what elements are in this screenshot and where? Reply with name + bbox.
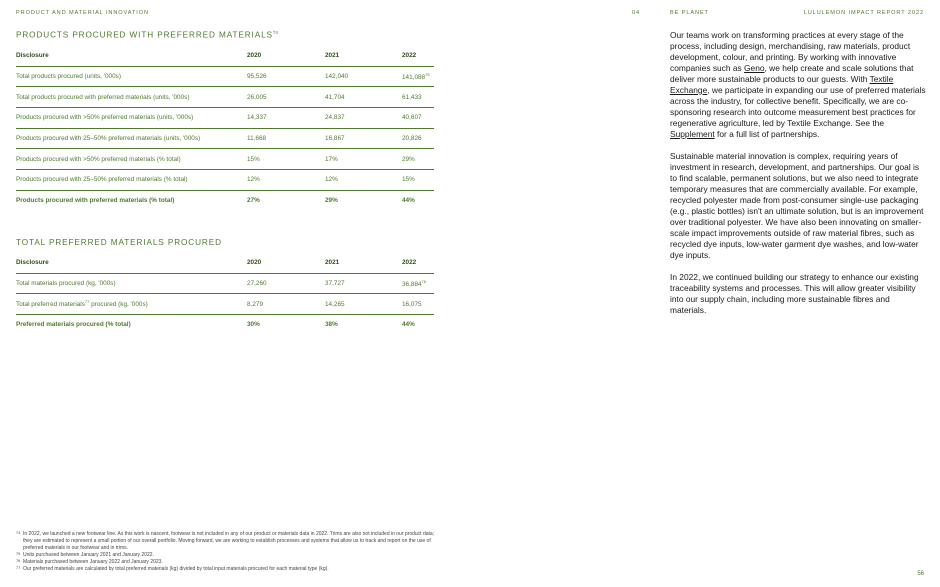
column-header: 2020 bbox=[247, 45, 325, 66]
table1-title: PRODUCTS PROCURED WITH PREFERRED MATERIALS$^{74}$ bbox=[16, 30, 278, 40]
value-2021: 41,704 bbox=[325, 87, 402, 108]
value-2022: 15% bbox=[402, 169, 434, 190]
preferred-products-table bbox=[16, 45, 434, 211]
row-label: Products procured with 25–50% preferred materials (units, '000s) bbox=[16, 128, 247, 149]
footnote bbox=[16, 566, 436, 573]
row-label: Total materials procured (kg, '000s) bbox=[16, 273, 247, 294]
value-2021: 29% bbox=[325, 197, 338, 205]
footnote-marker: 76 bbox=[16, 559, 21, 564]
row-label: Products procured with 25–50% preferred materials (% total) bbox=[16, 169, 247, 190]
preferred-materials-table bbox=[16, 252, 434, 335]
report-title: LULULEMON IMPACT REPORT 2022 bbox=[803, 10, 924, 16]
column-header: 2021 bbox=[325, 45, 402, 66]
table-row bbox=[16, 294, 434, 315]
column-header: Disclosure bbox=[16, 252, 247, 273]
footnote-ref: 75 bbox=[425, 71, 430, 77]
row-label: Total products procured (units, '000s) bbox=[16, 66, 247, 87]
value-2021: 142,040 bbox=[325, 66, 402, 87]
value-2021: 37,727 bbox=[325, 273, 402, 294]
value-2021: 12% bbox=[325, 169, 402, 190]
footnote-text: In 2022, we launched a new footwear line. As this work is nascent, footwear is not included in any of our product or materials data in 2022. Trims are also not included in our product data; they are estimated to represent a small portion of our overall portfolio. Moving forward, we are working to establish processes and systems that allow us to track and report on the use of preferred materials in our footwear and in trims. bbox=[23, 531, 435, 552]
column-header: 2022 bbox=[402, 45, 434, 66]
footnote bbox=[16, 559, 436, 566]
supplement-link[interactable]: Supplement bbox=[670, 129, 715, 139]
value-2021: 24,837 bbox=[325, 107, 402, 128]
section-header: PRODUCT AND MATERIAL INNOVATION bbox=[16, 10, 149, 16]
column-header: 2021 bbox=[325, 252, 402, 273]
value-2020: 14,337 bbox=[247, 107, 325, 128]
section-number: 04 bbox=[632, 10, 641, 16]
row-label: Products procured with >50% preferred materials (units, '000s) bbox=[16, 107, 247, 128]
footnote bbox=[16, 552, 436, 559]
row-label: Products procured with preferred materials (% total) bbox=[16, 197, 175, 205]
paragraph: Sustainable material innovation is complex, requiring years of investment in research, development, and partnerships. Our goal is to find scalable, permanent solutions, but we also need to integrate temporary measures that are commercially available. For example, recycled polyester made from post-consumer single-use packaging (e.g., plastic bottles) isn't an ultimate solution, but is an improvement over traditional polyester. We have also been innovating on smaller-scale impact improvements outside of raw material fibres, such as recycled dye inputs, low-water garment dye washes, and low-water dye inputs. bbox=[670, 151, 924, 260]
value-2020: 11,668 bbox=[247, 128, 325, 149]
footnote-ref: 74 bbox=[272, 30, 278, 35]
column-header: 2022 bbox=[402, 252, 434, 273]
row-label: Preferred materials procured (% total) bbox=[16, 321, 131, 329]
paragraph: Our teams work on transforming practices at every stage of the process, including design, merchandising, raw materials, product development, colour, and printing. By working with innovative companies such as Geno, we help create and scale solutions that deliver more sustainable products to our guests. With Textile Exchange, we participate in expanding our use of preferred materials across the industry, for collective benefit. Specifically, we are co-sponsoring research into outcome measurement best practices for regenerative agriculture, led by Textile Exchange. See the Supplement for a full list of partnerships. bbox=[670, 30, 926, 139]
table-row bbox=[16, 149, 434, 170]
table-row bbox=[16, 190, 434, 211]
value-2022: 16,075 bbox=[402, 294, 434, 315]
row-label: Total preferred materials$^{77}$ procured (kg, '000s) bbox=[16, 294, 247, 315]
value-2022: 29% bbox=[402, 149, 434, 170]
value-2020: 95,526 bbox=[247, 66, 325, 87]
footnote-marker: 75 bbox=[16, 552, 21, 557]
table-row bbox=[16, 66, 434, 87]
value-2020: 27,260 bbox=[247, 273, 325, 294]
value-2020: 15% bbox=[247, 149, 325, 170]
value-2020: 12% bbox=[247, 169, 325, 190]
value-2021: 16,867 bbox=[325, 128, 402, 149]
value-2022: 44% bbox=[402, 197, 415, 205]
value-2022: 20,826 bbox=[402, 128, 434, 149]
value-2022: 40,607 bbox=[402, 107, 434, 128]
geno-link[interactable]: Geno bbox=[744, 63, 765, 73]
footnote-marker: 77 bbox=[16, 566, 21, 571]
footnotes bbox=[16, 531, 436, 574]
column-header: 2020 bbox=[247, 252, 325, 273]
page-number: 56 bbox=[917, 571, 924, 577]
value-2020: 8,279 bbox=[247, 294, 325, 315]
table2-title: TOTAL PREFERRED MATERIALS PROCURED bbox=[16, 238, 222, 247]
value-2022: 44% bbox=[402, 321, 415, 329]
table-row bbox=[16, 107, 434, 128]
body-text bbox=[670, 30, 926, 327]
table-row bbox=[16, 314, 434, 335]
footnote-text: Units purchased between January 2021 and January 2022. bbox=[23, 552, 154, 559]
table-row bbox=[16, 273, 434, 294]
footnote-ref: 77 bbox=[84, 299, 90, 305]
textile-exchange-link[interactable]: Textile Exchange bbox=[670, 74, 894, 95]
table-header-row bbox=[16, 252, 434, 273]
value-2020: 27% bbox=[247, 197, 260, 205]
row-label: Total products procured with preferred materials (units, '000s) bbox=[16, 87, 247, 108]
footnote bbox=[16, 531, 436, 552]
value-2022: 36,884$^{76}$ bbox=[402, 273, 434, 294]
column-header: Disclosure bbox=[16, 45, 247, 66]
value-2021: 14,265 bbox=[325, 294, 402, 315]
footnote-ref: 76 bbox=[421, 278, 426, 284]
value-2020: 30% bbox=[247, 321, 260, 329]
value-2021: 38% bbox=[325, 321, 338, 329]
value-2022: 141,088$^{75}$ bbox=[402, 66, 434, 87]
table-row bbox=[16, 128, 434, 149]
value-2022: 61,433 bbox=[402, 87, 434, 108]
paragraph: In 2022, we continued building our strategy to enhance our existing traceability systems and processes. This will allow greater visibility into our supply chain, including more sustainable fibres and materials. bbox=[670, 272, 919, 315]
footnote-text: Our preferred materials are calculated by total preferred materials (kg) divided by total input materials procured for each material type (kg). bbox=[23, 566, 329, 573]
value-2020: 26,005 bbox=[247, 87, 325, 108]
footnote-marker: 74 bbox=[16, 531, 21, 535]
footnote-text: Materials purchased between January 2022 and January 2023. bbox=[23, 559, 163, 566]
table-header-row bbox=[16, 45, 434, 66]
row-label: Products procured with >50% preferred materials (% total) bbox=[16, 149, 247, 170]
chapter-header: BE PLANET bbox=[670, 10, 709, 16]
value-2021: 17% bbox=[325, 149, 402, 170]
table-row bbox=[16, 87, 434, 108]
table-row bbox=[16, 169, 434, 190]
